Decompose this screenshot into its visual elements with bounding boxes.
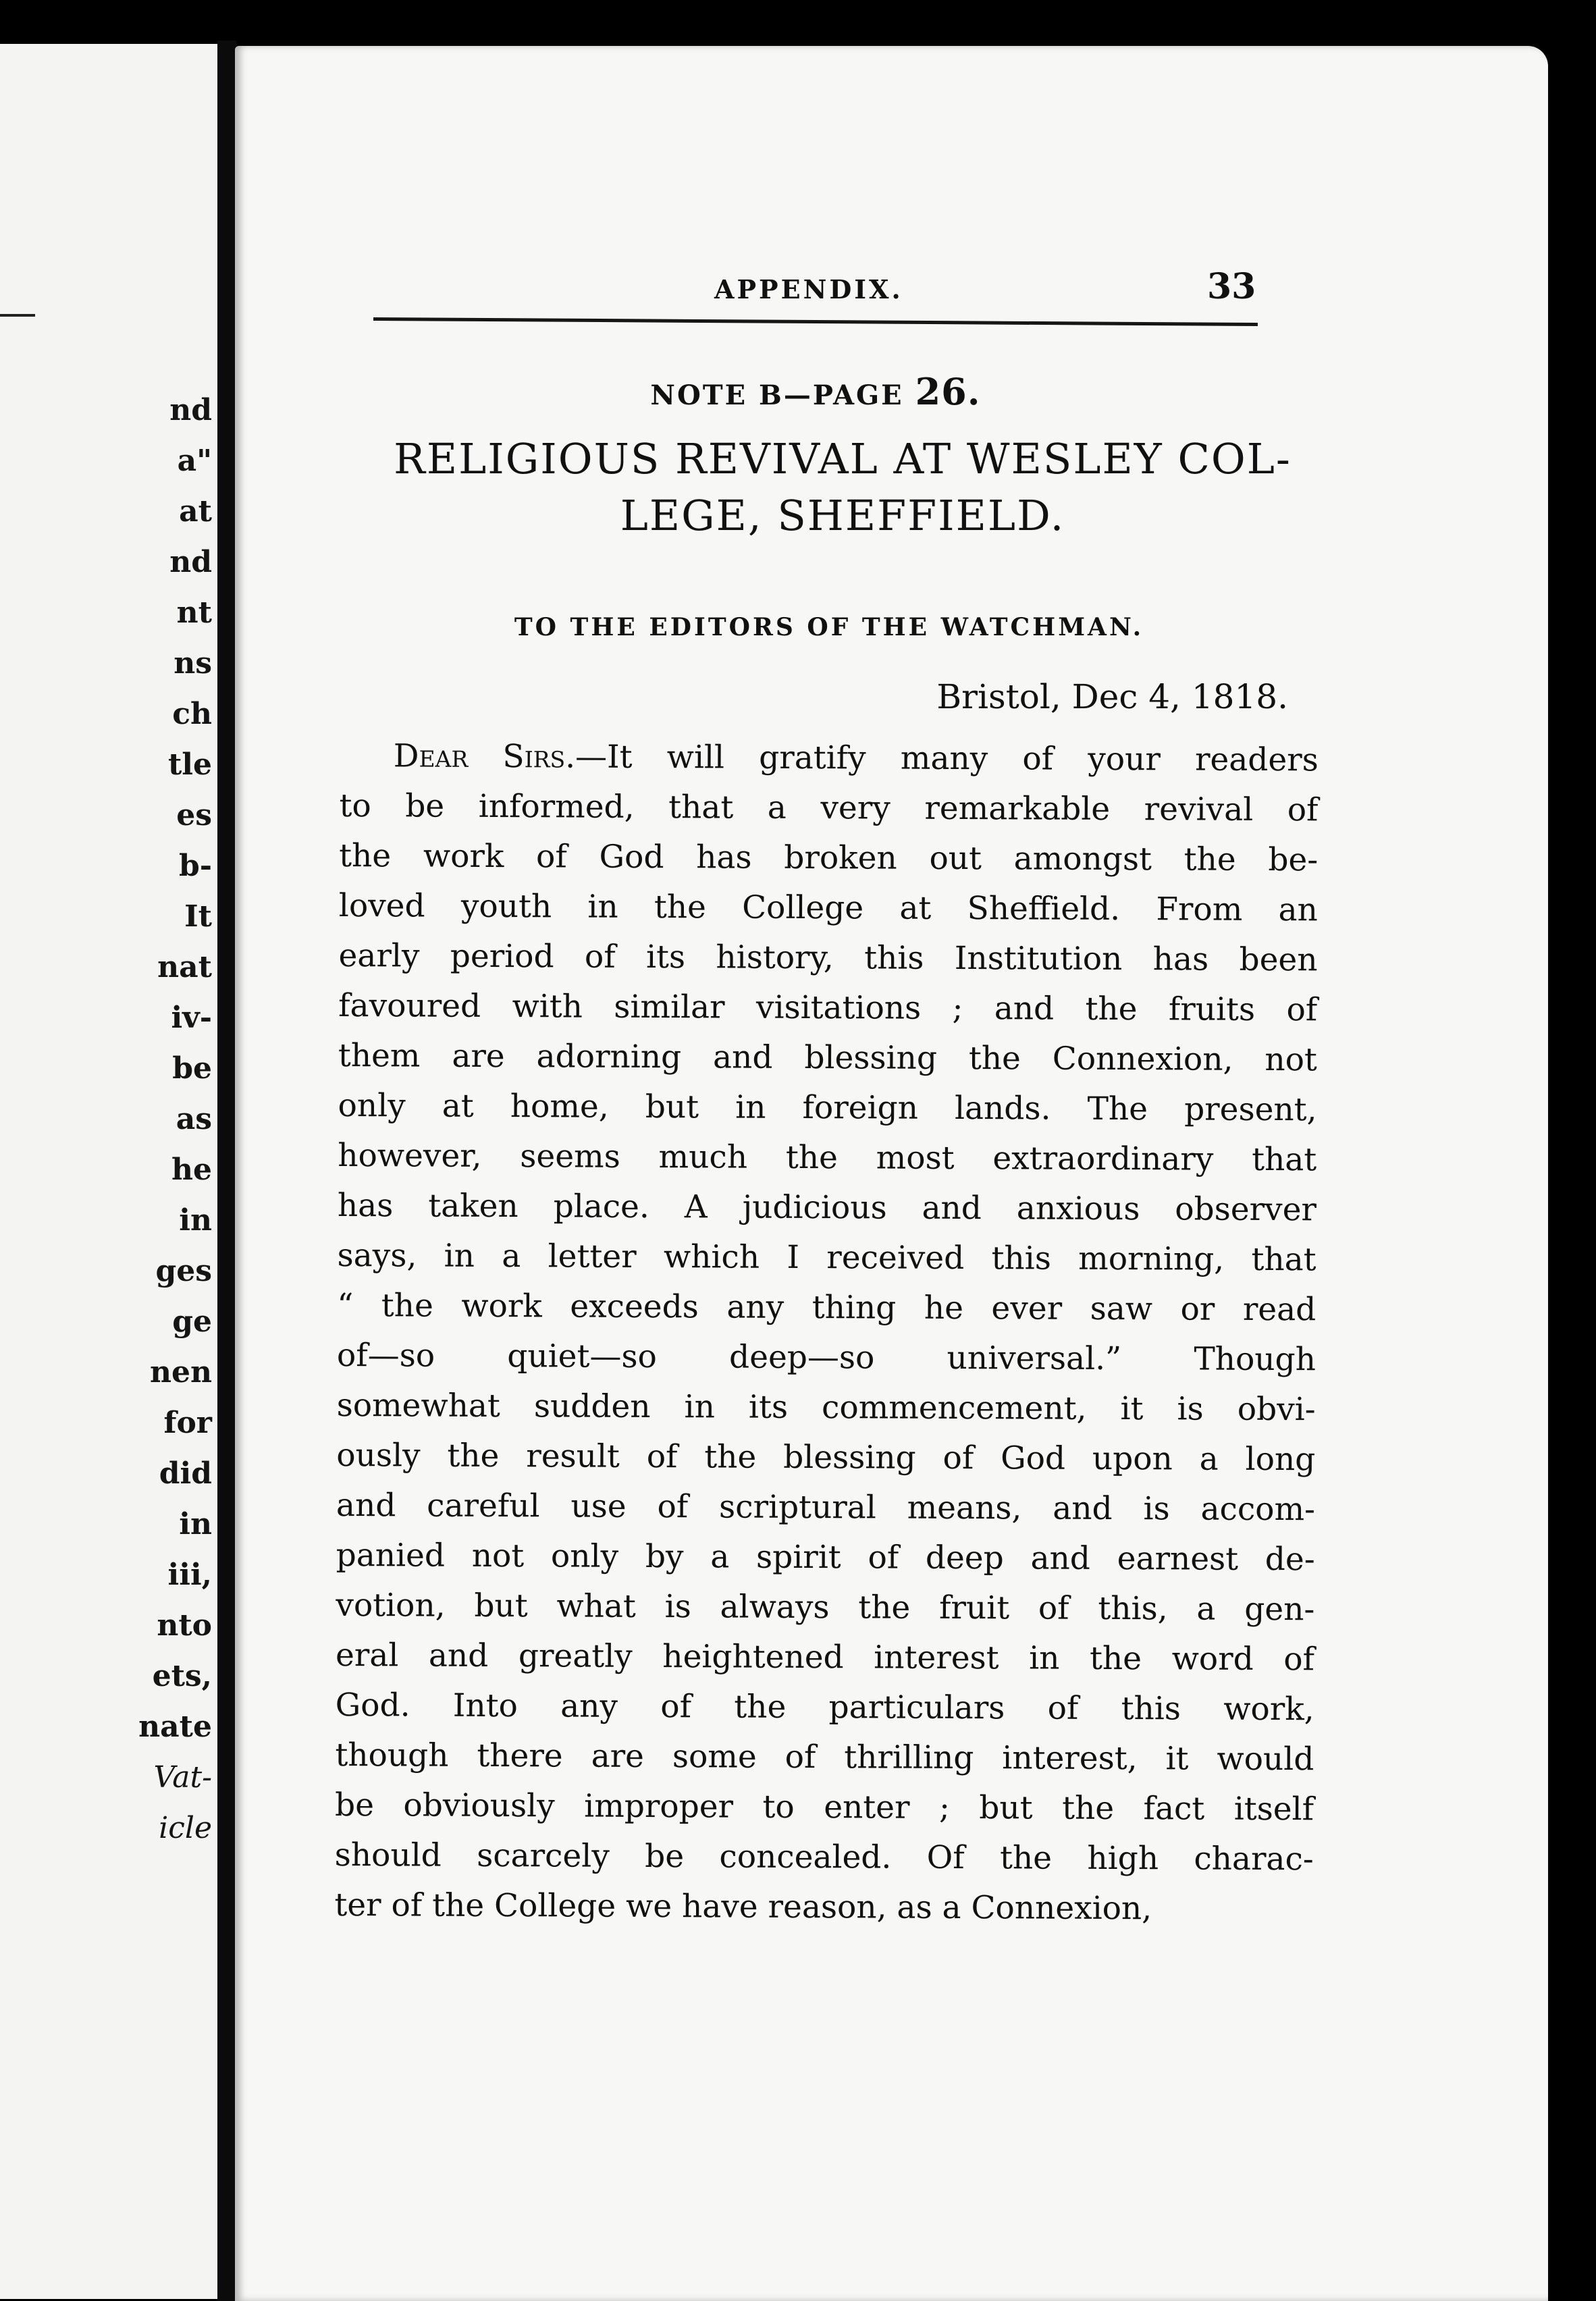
note-heading — [235, 370, 1396, 413]
page-number: 33 — [1207, 266, 1256, 307]
body-line: however, seems much the most extraordinary that — [338, 1136, 1317, 1179]
body-line: somewhat sudden in its commencement, it is obvi- — [336, 1386, 1316, 1429]
left-line: nat — [157, 950, 212, 984]
left-line: nate — [138, 1710, 212, 1744]
article-title-line-1: RELIGIOUS REVIVAL AT WESLEY COL- — [394, 434, 1292, 483]
body-line: favoured with similar visitations ; and the fruits of — [338, 986, 1318, 1029]
body-line: “ the work exceeds any thing he ever saw or read — [337, 1286, 1316, 1329]
letter-body — [334, 731, 1319, 1934]
left-line: as — [176, 1102, 212, 1136]
left-line: iv- — [171, 1001, 212, 1035]
body-line: ter of the College we have reason, as a Connexion, — [334, 1886, 1152, 1928]
body-line: says, in a letter which I received this morning, that — [337, 1236, 1316, 1279]
article-title-line-2: LEGE, SHEFFIELD. — [620, 491, 1065, 540]
left-line: did — [159, 1456, 212, 1491]
left-line: in — [179, 1203, 212, 1238]
first-line-rest: —It will gratify many of your readers — [575, 738, 1319, 779]
running-title: APPENDIX. — [714, 274, 903, 305]
left-line: nd — [169, 393, 212, 427]
running-head — [235, 255, 1548, 316]
body-line: to be informed, that a very remarkable revival of — [339, 787, 1319, 829]
body-line: the work of God has broken out amongst the be- — [339, 837, 1319, 879]
note-page-number: 26. — [915, 370, 981, 413]
body-line: ously the result of the blessing of God upon a long — [336, 1436, 1316, 1479]
body-line: them are adorning and blessing the Connexion, not — [338, 1036, 1318, 1079]
left-line: It — [184, 899, 212, 934]
body-line: panied not only by a spirit of deep and earnest de- — [336, 1536, 1315, 1579]
left-page-header-rule — [0, 314, 35, 317]
body-line: God. Into any of the particulars of this work, — [335, 1686, 1314, 1728]
left-line: iii, — [167, 1558, 212, 1592]
left-line: nt — [176, 596, 212, 630]
left-line: he — [171, 1153, 212, 1187]
article-title — [336, 431, 1349, 544]
body-line: only at home, but in foreign lands. The present, — [338, 1086, 1317, 1129]
right-page — [235, 46, 1548, 2301]
body-line: has taken place. A judicious and anxious observer — [337, 1186, 1317, 1229]
left-facing-page — [0, 44, 221, 2299]
body-line: and careful use of scriptural means, and is accom- — [336, 1486, 1316, 1529]
note-label: NOTE B—PAGE — [650, 379, 904, 411]
left-line: tle — [167, 747, 212, 782]
left-line: es — [176, 798, 212, 832]
left-line: ets, — [152, 1659, 212, 1693]
body-line: loved youth in the College at Sheffield. From an — [338, 887, 1318, 929]
dateline: Bristol, Dec 4, 1818. — [936, 677, 1288, 716]
body-line: early period of its history, this Institution has been — [338, 936, 1318, 979]
body-line: of—so quiet—so deep—so universal.” Though — [336, 1336, 1316, 1379]
body-line — [340, 731, 1319, 785]
left-line: nto — [157, 1608, 212, 1643]
left-line: a" — [177, 444, 212, 478]
left-line: icle — [159, 1811, 212, 1845]
left-line: ns — [174, 646, 212, 681]
left-line: nd — [169, 545, 212, 579]
addressee: TO THE EDITORS OF THE WATCHMAN. — [514, 613, 1144, 641]
salutation: Dear Sirs. — [393, 737, 576, 776]
left-line: nen — [150, 1355, 212, 1390]
left-line: be — [172, 1051, 212, 1086]
left-line: Vat- — [153, 1760, 212, 1795]
book-gutter — [217, 41, 236, 2301]
body-line: though there are some of thrilling interest, it would — [335, 1736, 1314, 1778]
left-line: at — [179, 494, 212, 529]
body-line: eral and greatly heightened interest in the word of — [335, 1636, 1315, 1678]
left-line: b- — [178, 849, 212, 883]
left-line: ge — [172, 1304, 212, 1339]
body-line: be obviously improper to enter ; but the fact itself — [334, 1786, 1314, 1828]
body-line: should scarcely be concealed. Of the high charac- — [334, 1836, 1314, 1878]
header-rule — [373, 317, 1258, 326]
left-line: in — [179, 1507, 212, 1541]
left-page-line-endings — [138, 385, 212, 1853]
left-line: for — [163, 1406, 212, 1440]
left-line: ges — [155, 1254, 212, 1288]
left-line: ch — [172, 697, 212, 731]
body-line: votion, but what is always the fruit of this, a gen- — [336, 1586, 1315, 1629]
